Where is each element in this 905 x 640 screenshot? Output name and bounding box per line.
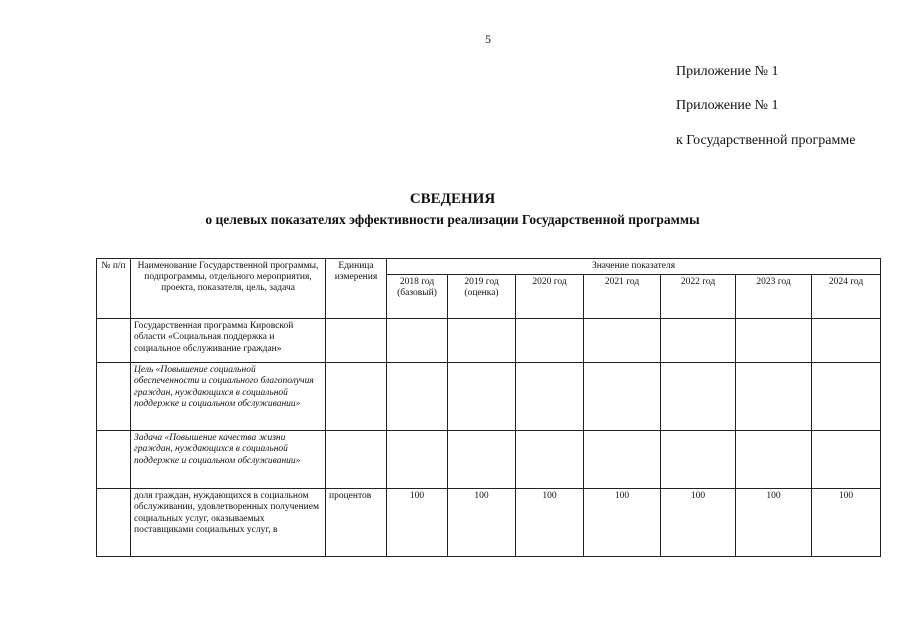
cell-value bbox=[661, 363, 736, 431]
header-unit: Единица измерения bbox=[326, 259, 387, 319]
page-number: 5 bbox=[485, 32, 491, 46]
table-row bbox=[97, 431, 881, 489]
table-row bbox=[97, 319, 881, 363]
cell-value: 100 bbox=[584, 489, 661, 557]
header-year: 2022 год bbox=[661, 275, 736, 319]
cell-unit bbox=[326, 431, 387, 489]
header-year: 2020 год bbox=[516, 275, 584, 319]
cell-value bbox=[448, 319, 516, 363]
cell-value bbox=[584, 363, 661, 431]
cell-num bbox=[97, 363, 131, 431]
cell-value bbox=[584, 319, 661, 363]
cell-value: 100 bbox=[736, 489, 812, 557]
cell-unit: процентов bbox=[326, 489, 387, 557]
cell-value bbox=[448, 431, 516, 489]
table-row bbox=[97, 489, 881, 557]
header-year: 2023 год bbox=[736, 275, 812, 319]
header-value-group: Значение показателя bbox=[387, 259, 881, 275]
cell-value bbox=[387, 363, 448, 431]
cell-name: Задача «Повышение качества жизни граждан, нуждающихся в социальной поддержке и социальном обслуживании» bbox=[131, 431, 326, 489]
header-year: 2021 год bbox=[584, 275, 661, 319]
cell-value: 100 bbox=[516, 489, 584, 557]
cell-value bbox=[812, 431, 881, 489]
table-header-row bbox=[97, 259, 881, 275]
cell-name: Цель «Повышение социальной обеспеченности и социального благополучия граждан, нуждающихся в социальной поддержке и социальном обслуживании» bbox=[131, 363, 326, 431]
header-year: 2019 год (оценка) bbox=[448, 275, 516, 319]
cell-value bbox=[387, 431, 448, 489]
cell-name: Государственная программа Кировской области «Социальная поддержка и социальное обслуживание граждан» bbox=[131, 319, 326, 363]
cell-value bbox=[516, 431, 584, 489]
header-num: № п/п bbox=[97, 259, 131, 319]
cell-value bbox=[448, 363, 516, 431]
indicators-table bbox=[96, 258, 881, 557]
cell-value bbox=[736, 319, 812, 363]
cell-value bbox=[661, 431, 736, 489]
header-year: 2024 год bbox=[812, 275, 881, 319]
document-title: СВЕДЕНИЯ bbox=[409, 191, 496, 207]
header-year: 2018 год (базовый) bbox=[387, 275, 448, 319]
cell-value: 100 bbox=[661, 489, 736, 557]
cell-value: 100 bbox=[812, 489, 881, 557]
appendix-line-1: Приложение № 1 bbox=[676, 64, 779, 79]
cell-value: 100 bbox=[387, 489, 448, 557]
document-subtitle: о целевых показателях эффективности реализации Государственной программы bbox=[205, 212, 700, 227]
cell-unit bbox=[326, 319, 387, 363]
cell-num bbox=[97, 431, 131, 489]
cell-value bbox=[812, 319, 881, 363]
cell-unit bbox=[326, 363, 387, 431]
cell-value bbox=[516, 319, 584, 363]
header-name: Наименование Государственной программы, подпрограммы, отдельного мероприятия, проекта, показателя, цель, задача bbox=[131, 259, 326, 319]
cell-value: 100 bbox=[448, 489, 516, 557]
cell-name: доля граждан, нуждающихся в социальном обслуживании, удовлетворенных получением социальных услуг, оказываемых поставщиками социальных услуг, в bbox=[131, 489, 326, 557]
appendix-line-2: Приложение № 1 bbox=[676, 98, 779, 113]
table-row bbox=[97, 363, 881, 431]
cell-value bbox=[661, 319, 736, 363]
cell-value bbox=[516, 363, 584, 431]
cell-num bbox=[97, 319, 131, 363]
cell-value bbox=[584, 431, 661, 489]
cell-value bbox=[736, 363, 812, 431]
cell-value bbox=[736, 431, 812, 489]
appendix-line-3: к Государственной программе bbox=[676, 133, 856, 148]
cell-value bbox=[387, 319, 448, 363]
cell-num bbox=[97, 489, 131, 557]
cell-value bbox=[812, 363, 881, 431]
